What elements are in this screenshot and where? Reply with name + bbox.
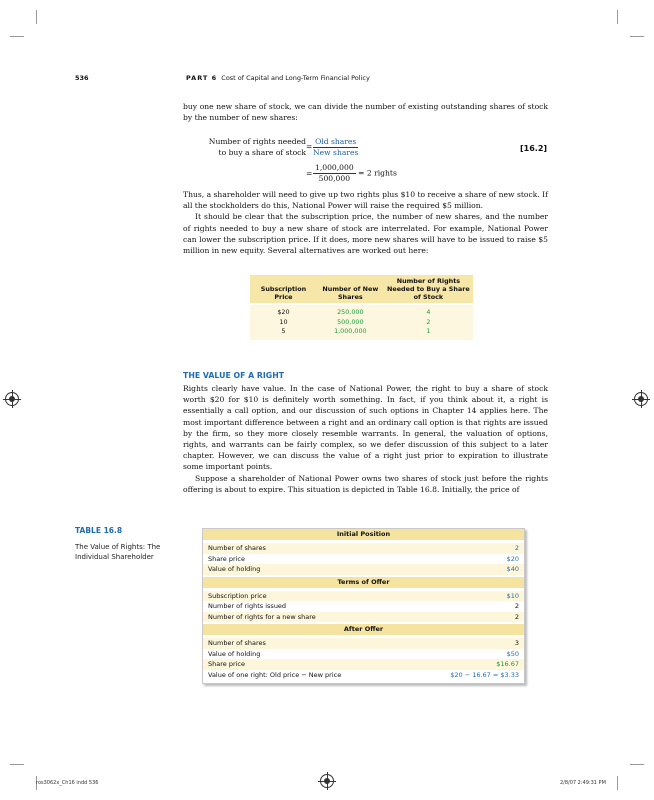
table-caption: The Value of Rights: The Individual Shareholder	[75, 543, 161, 561]
table-section-title: Initial Position	[203, 529, 524, 540]
table-section-title: After Offer	[203, 624, 524, 635]
table-cell: 1,000,000	[317, 327, 384, 340]
table-cell: 2	[384, 318, 473, 328]
table-row: Value of holding $40	[203, 564, 524, 575]
table-row: Share price $16.67	[203, 659, 524, 670]
registration-mark-icon	[320, 774, 334, 788]
table-row	[250, 318, 473, 328]
footer-file: ros3062x_Ch16 indd 536	[36, 780, 99, 786]
equation-lhs	[196, 137, 306, 158]
table-header: Number of Rights Needed to Buy a Share of Stock	[384, 275, 473, 303]
table-row: Value of one right: Old price − New price $20 − 16.67 = $3.33	[208, 670, 519, 679]
table-cell: 1	[384, 327, 473, 340]
registration-mark-icon	[5, 392, 19, 406]
crop-mark	[617, 10, 618, 24]
section-heading: THE VALUE OF A RIGHT	[183, 371, 285, 380]
equation-number: [16.2]	[520, 144, 548, 153]
table-cell: 4	[384, 305, 473, 318]
crop-mark	[630, 36, 644, 37]
body-paragraphs-1	[183, 189, 548, 256]
table-cell: 10	[250, 318, 317, 328]
page-number: 536	[75, 74, 89, 82]
table-cell: $20	[250, 305, 317, 318]
alternatives-table	[250, 275, 473, 340]
table-row: Share price $20	[208, 554, 519, 563]
crop-mark	[630, 764, 644, 765]
paragraph: Thus, a shareholder will need to give up two rights plus $10 to receive a share of new stock. If all the stockholders do this, National Power will raise the required $5 million.	[183, 190, 548, 211]
table-cell: 500,000	[317, 318, 384, 328]
table-label: TABLE 16.8	[75, 526, 123, 535]
table-row: Number of shares 2	[203, 543, 524, 554]
part-title: Cost of Capital and Long-Term Financial Policy	[221, 74, 370, 82]
crop-mark	[10, 764, 24, 765]
fraction-num-value: 1,000,000	[315, 163, 354, 172]
crop-mark	[36, 10, 37, 24]
table-section-title: Terms of Offer	[203, 577, 524, 588]
equation-equals: =	[306, 142, 313, 151]
body-paragraphs-2	[183, 383, 548, 495]
table-cell: 5	[250, 327, 317, 340]
table-row	[250, 305, 473, 318]
registration-mark-icon	[634, 392, 648, 406]
running-header	[186, 74, 370, 82]
part-label: PART 6	[186, 74, 218, 82]
equation-fraction-values	[313, 163, 397, 184]
equation-lhs-line2: to buy a share of stock	[218, 147, 306, 157]
equation-result: = 2 rights	[358, 168, 397, 178]
table-row: Number of rights for a new share 2	[203, 612, 524, 623]
table-row: Number of shares 3	[203, 638, 524, 649]
table-row	[250, 327, 473, 340]
paragraph: It should be clear that the subscription price, the number of new shares, and the number of rights needed to buy a new share of stock are interrelated. For example, National Power can lower the subscription price. If it does, more new shares will have to be issued to raise $5 million in new equity. Several alternatives are worked out here:	[183, 212, 548, 256]
footer-timestamp: 2/8/07 2:49:31 PM	[560, 780, 606, 786]
table-header: Subscription Price	[250, 275, 317, 303]
crop-mark	[10, 36, 24, 37]
table-row: Subscription price $10	[203, 591, 524, 602]
table-cell: 250,000	[317, 305, 384, 318]
paragraph: Suppose a shareholder of National Power owns two shares of stock just before the rights offering is about to expire. This situation is depicted in Table 16.8. Initially, the price of	[183, 473, 548, 494]
paragraph: Rights clearly have value. In the case of National Power, the right to buy a share of stock worth $20 for $10 is definitely worth something. In fact, if you think about it, a right is essentially a call option, and our discussion of such options in Chapter 14 applies here. The most important difference between a right and an ordinary call option is that rights are issued by the firm, so they more closely resemble warrants. In general, the valuation of options, rights, and warrants can be fairly complex, so we defer discussion of this subject to a later chapter. However, we can discuss the value of a right just prior to expiration to illustrate some important points.	[183, 384, 548, 472]
crop-mark	[617, 776, 618, 790]
fraction-denominator: New shares	[313, 148, 359, 157]
intro-paragraph: buy one new share of stock, we can divide the number of existing outstanding shares of stock by the number of new shares:	[183, 102, 548, 123]
fraction-numerator: Old shares	[313, 137, 358, 148]
table-row: Number of rights issued 2	[208, 602, 519, 610]
table-row: Value of holding $50	[208, 649, 519, 658]
equation-equals-2: =	[306, 169, 313, 178]
fraction-den-value: 500,000	[318, 174, 351, 183]
equation-lhs-line1: Number of rights needed	[208, 137, 306, 146]
table-header: Number of New Shares	[317, 275, 384, 303]
rights-value-table	[202, 528, 525, 684]
equation-fraction-words	[313, 137, 358, 158]
